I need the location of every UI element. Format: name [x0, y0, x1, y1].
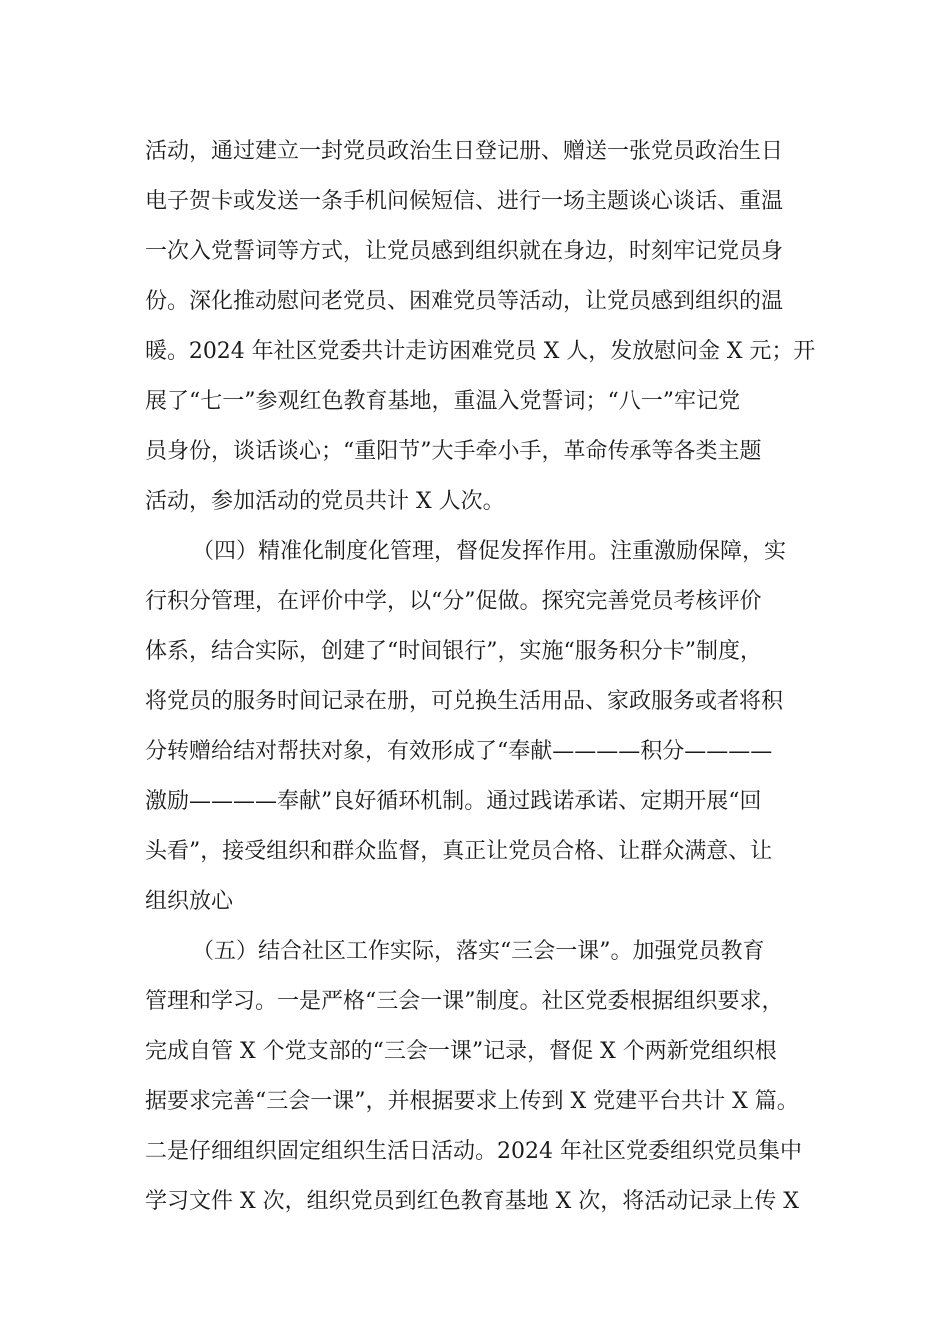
paragraph-heading-5: （五）结合社区工作实际，落实“三会一课”。加强党员教育: [192, 939, 765, 964]
text-line: 一次入党誓词等方式，让党员感到组织就在身边，时刻牢记党员身: [145, 239, 784, 264]
text-line: 学习文件 X 次，组织党员到红色教育基地 X 次，将活动记录上传 X: [145, 1189, 799, 1214]
text-line: 电子贺卡或发送一条手机问候短信、进行一场主题谈心谈话、重温: [145, 189, 784, 214]
paragraph-heading-4: （四）精准化制度化管理，督促发挥作用。注重激励保障，实: [192, 539, 787, 564]
text-line: 活动，通过建立一封党员政治生日登记册、赠送一张党员政治生日: [145, 139, 784, 164]
text-line: 员身份，谈话谈心；“重阳节”大手牵小手，革命传承等各类主题: [145, 439, 762, 464]
text-line: 二是仔细组织固定组织生活日活动。2024 年社区党委组织党员集中: [145, 1139, 802, 1164]
text-line: 暖。2024 年社区党委共计走访困难党员 X 人，发放慰问金 X 元；开: [145, 339, 816, 364]
text-line: 体系，结合实际，创建了“时间银行”，实施“服务积分卡”制度，: [145, 639, 762, 664]
text-line: 展了“七一”参观红色教育基地，重温入党誓词；“八一”牢记党: [145, 389, 740, 414]
text-line: 行积分管理，在评价中学，以“分”促做。探究完善党员考核评价: [145, 589, 762, 614]
text-line: 管理和学习。一是严格“三会一课”制度。社区党委根据组织要求，: [145, 989, 784, 1014]
text-line: 将党员的服务时间记录在册，可兑换生活用品、家政服务或者将积: [145, 689, 784, 714]
text-line: 头看”，接受组织和群众监督，真正让党员合格、让群众满意、让: [145, 839, 773, 864]
text-line: 分转赠给结对帮扶对象，有效形成了“奉献————积分————: [145, 739, 773, 764]
text-line: 激励————奉献”良好循环机制。通过践诺承诺、定期开展“回: [145, 789, 762, 814]
text-line: 活动，参加活动的党员共计 X 人次。: [145, 489, 505, 514]
text-line: 组织放心: [145, 889, 234, 914]
text-line: 据要求完善“三会一课”，并根据要求上传到 X 党建平台共计 X 篇。: [145, 1089, 799, 1114]
text-line: 完成自管 X 个党支部的“三会一课”记录，督促 X 个两新党组织根: [145, 1039, 777, 1064]
text-line: 份。深化推动慰问老党员、困难党员等活动，让党员感到组织的温: [145, 289, 784, 314]
